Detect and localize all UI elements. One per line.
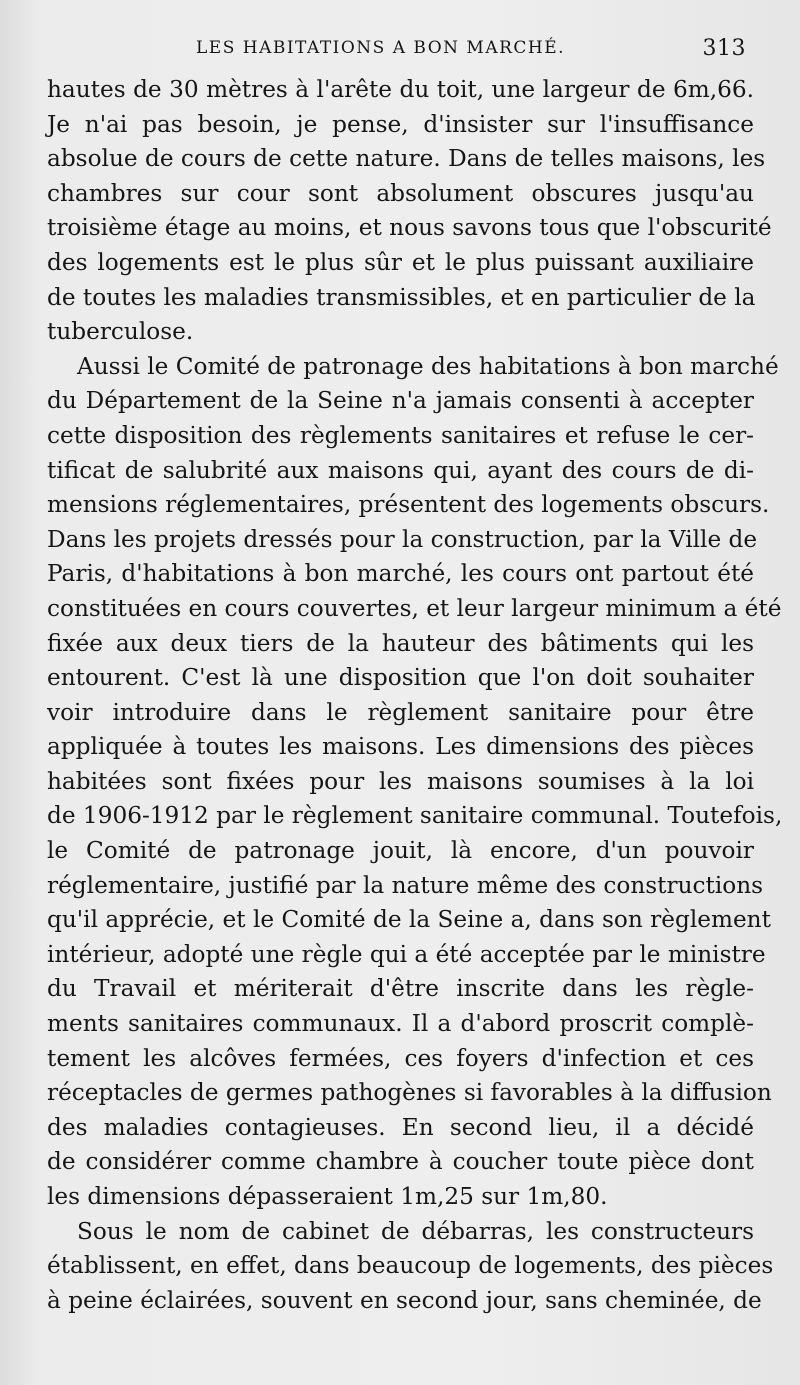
text-line: à peine éclairées, souvent en second jour, sans cheminée, de	[47, 1286, 762, 1314]
text-line: des logements est le plus sûr et le plus puissant auxiliaire	[47, 248, 754, 276]
text-line: du Département de la Seine n'a jamais consenti à accepter	[47, 387, 754, 415]
text-line: voir introduire dans le règlement sanitaire pour être	[47, 698, 754, 726]
text-line: Dans les projets dressés pour la construction, par la Ville de	[47, 525, 758, 553]
text-line: intérieur, adopté une règle qui a été acceptée par le ministre	[47, 940, 766, 968]
text-line: tement les alcôves fermées, ces foyers d'infection et ces	[47, 1044, 754, 1072]
text-line: fixée aux deux tiers de la hauteur des bâtiments qui les	[47, 629, 754, 657]
text-line: tificat de salubrité aux maisons qui, ayant des cours de di-	[47, 456, 754, 484]
text-line: constituées en cours couvertes, et leur largeur minimum a été	[47, 594, 782, 622]
text-line: des maladies contagieuses. En second lieu, il a décidé	[47, 1113, 754, 1141]
text-line: ments sanitaires communaux. Il a d'abord proscrit complè-	[47, 1010, 754, 1038]
text-line: Sous le nom de cabinet de débarras, les constructeurs	[77, 1217, 754, 1245]
text-line: de toutes les maladies transmissibles, et en particulier de la	[47, 283, 756, 311]
text-line: mensions réglementaires, présentent des logements obscurs.	[47, 491, 770, 519]
text-line: qu'il apprécie, et le Comité de la Seine a, dans son règlement	[47, 906, 771, 934]
text-line: absolue de cours de cette nature. Dans de telles maisons, les	[47, 145, 766, 173]
text-line: réceptacles de germes pathogènes si favorables à la diffusion	[47, 1079, 772, 1107]
text-line: tuberculose.	[47, 318, 194, 346]
text-line: hautes de 30 mètres à l'arête du toit, une largeur de 6m,66.	[47, 76, 754, 103]
text-line: de 1906-1912 par le règlement sanitaire communal. Toutefois,	[47, 802, 783, 830]
text-line: du Travail et mériterait d'être inscrite dans les règle-	[47, 975, 754, 1003]
text-line: cette disposition des règlements sanitaires et refuse le cer-	[47, 421, 754, 449]
text-line: troisième étage au moins, et nous savons tous que l'obscurité	[47, 214, 772, 242]
text-line: chambres sur cour sont absolument obscures jusqu'au	[47, 179, 754, 207]
body-text	[47, 73, 783, 1318]
text-line: habitées sont fixées pour les maisons soumises à la loi	[47, 767, 754, 795]
page-number: 313	[702, 36, 746, 61]
running-title: LES HABITATIONS A BON MARCHÉ.	[196, 38, 566, 58]
text-line: les dimensions dépasseraient 1m,25 sur 1m,80.	[47, 1183, 608, 1210]
text-line: le Comité de patronage jouit, là encore, d'un pouvoir	[47, 837, 754, 865]
text-line: Aussi le Comité de patronage des habitations à bon marché	[77, 352, 779, 380]
text-line: réglementaire, justifié par la nature même des constructions	[47, 871, 764, 899]
text-line: établissent, en effet, dans beaucoup de logements, des pièces	[47, 1252, 774, 1280]
text-line: de considérer comme chambre à coucher toute pièce dont	[47, 1148, 754, 1176]
text-line: appliquée à toutes les maisons. Les dimensions des pièces	[47, 733, 754, 761]
text-line: Paris, d'habitations à bon marché, les cours ont partout été	[47, 560, 754, 588]
text-line: Je n'ai pas besoin, je pense, d'insister sur l'insuffisance	[47, 110, 754, 138]
text-line: entourent. C'est là une disposition que l'on doit souhaiter	[47, 664, 754, 692]
